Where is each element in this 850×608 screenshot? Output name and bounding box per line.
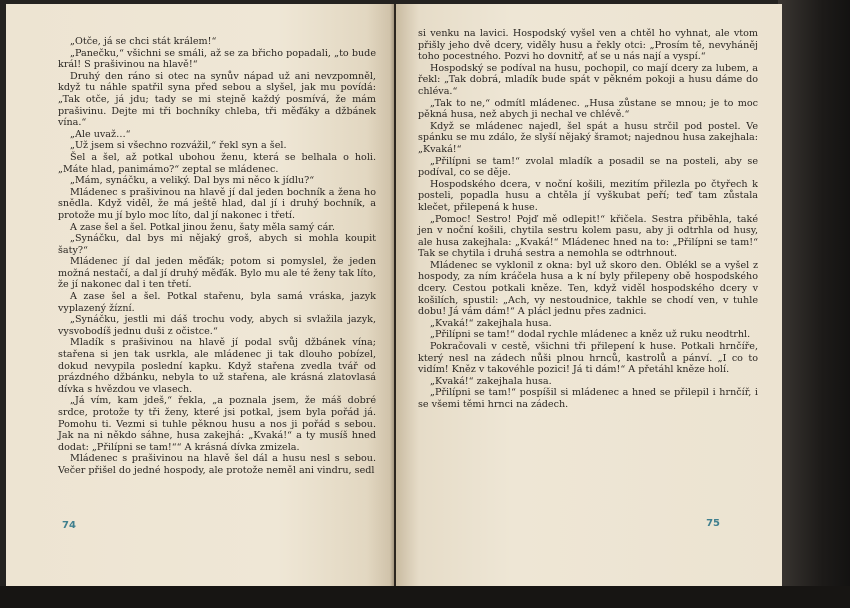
paragraph: Druhý den ráno si otec na synův nápad už ani nevzpomněl, když tu náhle spatřil syna před sebou a slyšel, jak mu povídá: „Tak otče, já jdu; tady se mi stejně každý posmívá, že mám prašivinu. Dejte mi tři bochníky chleba, tři měďáky a džbánek vína.“ (58, 70, 376, 129)
paragraph: Šel a šel, až potkal ubohou ženu, která se belhala o holi. „Máte hlad, panimámo?“ zeptal se mládenec. (58, 151, 376, 175)
paragraph: Mládenec s prašivinou na hlavě šel dál a husu nesl s sebou. Večer přišel do jedné hospody, ale protože neměl ani vindru, sedl (58, 453, 376, 476)
paragraph: „Já vím, kam jdeš,“ řekla, „a poznala jsem, že máš dobré srdce, protože ty tři ženy, které jsi potkal, jsem byla pořád já. Pomohu ti. Vezmi si tuhle pěknou husu a nos ji pořád s sebou. Jak na ni někdo sáhne, husa zakejhá: „Kvaká!“ a ty musíš hned dodat: „Přilípni se tam!““ A krásná dívka zmizela. (58, 395, 376, 453)
paragraph: Hospodského dcera, v noční košili, mezitím přilezla po čtyřech k posteli, popadla husu a chtěla jí vyškubat peří; teď tam zůstala klečet, přilepená k huse. (418, 178, 758, 213)
right-page (396, 4, 782, 586)
paragraph: Pokračovali v cestě, všichni tři přilepení k huse. Potkali hrnčíře, který nesl na zádech nůši plnou hrnců, kastrolů a pánví. „I co to vidím! Kněz v takovéhle pozici! Já ti dám!“ A přetáhl kněze holí. (418, 341, 758, 376)
paragraph: Hospodský se podíval na husu, pochopil, co mají dcery za lubem, a řekl: „Tak dobrá, mladík bude spát v pěkném pokoji a husu dáme do chléva.“ (418, 62, 758, 97)
paragraph: „Panečku,“ všichni se smáli, až se za břicho popadali, „to bude král! S prašivinou na hlavě!“ (58, 47, 376, 71)
paragraph: Mladík s prašivinou na hlavě jí podal svůj džbánek vína; stařena si jen tak usrkla, ale mládenec ji tak dlouho pobízel, dokud nevypila poslední kapku. Když stařena zvedla tvář od prázdného džbánku, nebyla to už stařena, ale krásná zlatovlasá dívka s hvězdou ve vlasech. (58, 337, 376, 395)
paragraph: „Synáčku, jestli mi dáš trochu vody, abych si svlažila jazyk, vysvobodíš jednu duši z očistce.“ (58, 314, 376, 337)
paragraph: Mládenec jí dal jeden měďák; potom si pomyslel, že jeden možná nestačí, a dal jí druhý měďák. Bylo mu ale té ženy tak líto, že jí nakonec dal i ten třetí. (58, 256, 376, 291)
bottom-shadow (0, 586, 850, 608)
paragraph: „Synáčku, dal bys mi nějaký groš, abych si mohla koupit šaty?“ (58, 233, 376, 256)
book-edge-shadow (778, 0, 850, 608)
left-page-text (58, 36, 376, 477)
page-number: 74 (62, 520, 76, 531)
paragraph: A zase šel a šel. Potkal jinou ženu, šaty měla samý cár. (70, 221, 335, 233)
paragraph: Mládenec se vyklonil z okna: byl už skoro den. Oblékl se a vyšel z hospody, za ním kráčela husa a k ní byly přilepeny obě hospodského dcery. Cestou potkali kněze. Ten, když viděl hospodského dcery v košilích, spustil: „Ach, vy nestoudnice, takhle se chodí ven, v tuhle dobu! Já vám dám!“ A plácl jednu přes zadnici. (418, 259, 758, 318)
paragraph: Když se mládenec najedl, šel spát a husu strčil pod postel. Ve spánku se mu zdálo, že slyší nějaký šramot; najednou husa zakejhala: „Kvaká!“ (418, 120, 758, 155)
paragraph: „Už jsem si všechno rozvážil,“ řekl syn a šel. (70, 140, 287, 152)
paragraph: „Přilípni se tam!“ dodal rychle mládenec a kněz už ruku neodtrhl. (430, 329, 751, 341)
paragraph: A zase šel a šel. Potkal stařenu, byla samá vráska, jazyk vyplazený žízní. (58, 291, 376, 314)
page-number: 75 (706, 518, 720, 529)
paragraph: „Mám, synáčku, a veliký. Dal bys mi něco k jídlu?“ (70, 175, 315, 187)
paragraph: Mládenec s prašivinou na hlavě jí dal jeden bochník a žena ho snědla. Když viděl, že má ještě hlad, dal jí i druhý bochník, a protože mu jí bylo moc líto, dal jí nakonec i třetí. (58, 186, 376, 221)
paragraph: „Ale uvaž…“ (70, 128, 131, 140)
left-page (6, 4, 394, 586)
paragraph: „Pomoc! Sestro! Pojď mě odlepit!“ křičela. Sestra přiběhla, také jen v noční košili, chytila sestru kolem pasu, aby ji odtrhla od husy, ale husa zakejhala: „Kvaká!“ Mládenec hned na to: „Přilípni se tam!“ Tak se chytila i druhá sestra a nemohla se odtrhnout. (418, 213, 758, 260)
paragraph: si venku na lavici. Hospodský vyšel ven a chtěl ho vyhnat, ale vtom přišly jeho dvě dcery, viděly husu a řekly otci: „Prosím tě, nevyháněj toho pocestného. Pozvi ho dovnitř, ať se u nás nají a vyspí.“ (418, 28, 758, 63)
right-page-text (418, 28, 758, 411)
paragraph: „Kvaká!“ zakejhala husa. (430, 317, 552, 329)
paragraph: „Přilípni se tam!“ pospíšil si mládenec a hned se přilepil i hrnčíř, i se všemi těmi hrnci na zádech. (418, 387, 758, 410)
paragraph: „Otče, já se chci stát králem!“ (70, 36, 217, 47)
paragraph: „Tak to ne,“ odmítl mládenec. „Husa zůstane se mnou; je to moc pěkná husa, než abych ji nechal ve chlévě.“ (418, 97, 758, 121)
paragraph: „Přilípni se tam!“ zvolal mladík a posadil se na posteli, aby se podíval, co se děje. (418, 155, 758, 179)
paragraph: „Kvaká!“ zakejhala husa. (430, 375, 552, 387)
